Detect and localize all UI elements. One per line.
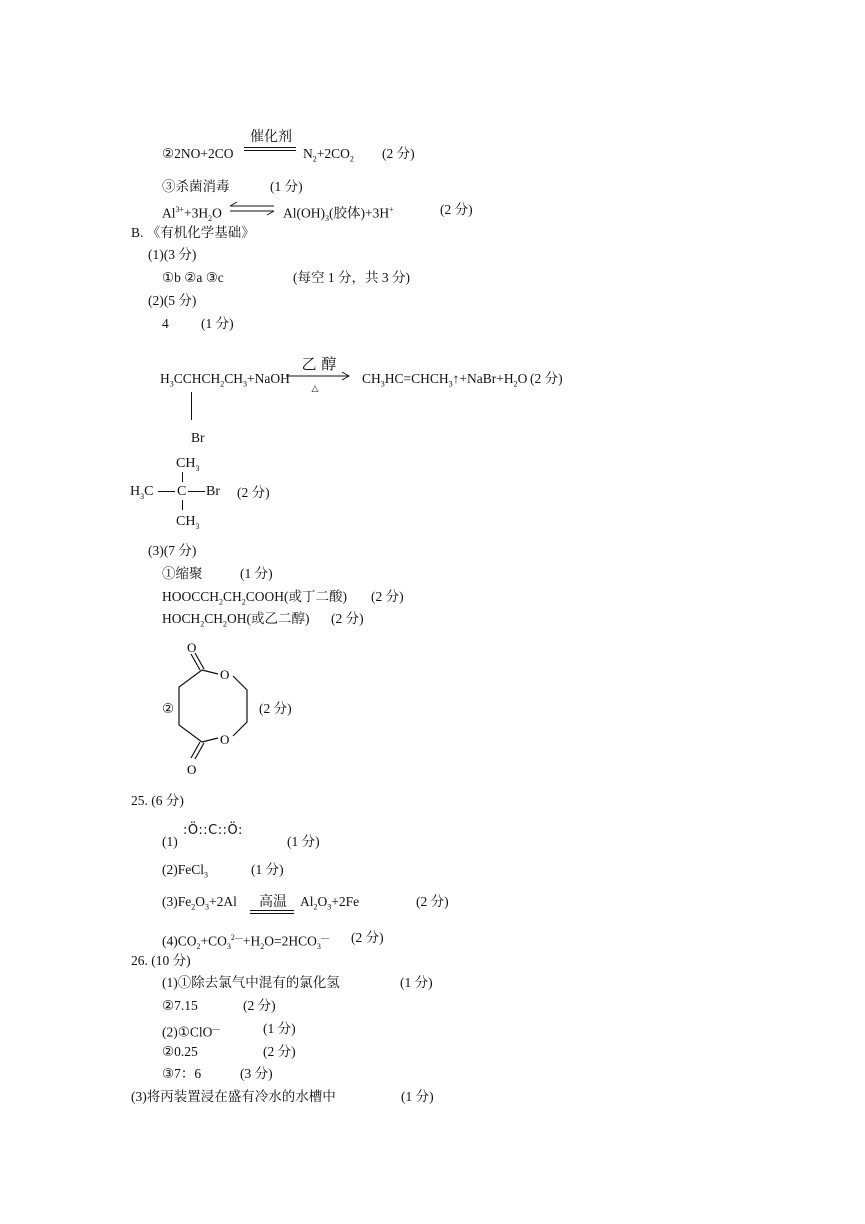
central-carbon: C: [177, 484, 187, 499]
thermite-products: $Al_2O_3+2Fe$: [300, 894, 360, 912]
reaction-bar: [244, 150, 296, 151]
carbonate-equation: $(4)CO_2+CO_3^{2—}+H_2O=2HCO_3^—$: [162, 933, 329, 952]
part3-heading: (3)(7 分): [148, 543, 197, 558]
q25-part1-label: (1): [162, 834, 178, 849]
oxygen-atom: O: [187, 762, 197, 777]
score: (1 分): [240, 566, 273, 581]
methyl-group: $CH_3$: [176, 456, 200, 473]
score: (2 分): [243, 998, 276, 1013]
score: (1 分): [263, 1021, 296, 1036]
q26-answer-5: ③7：6: [162, 1066, 202, 1081]
score: (2 分): [259, 701, 292, 716]
bond-line: [188, 491, 205, 492]
methyl-group: $CH_3$: [176, 514, 200, 531]
thermite-reactants: $(3)Fe_2O_3+2Al$: [162, 894, 237, 912]
score: (1 分): [401, 1089, 434, 1104]
part2-heading: (2)(5 分): [148, 293, 197, 308]
score: (2 分): [530, 371, 563, 386]
bond-line: [182, 500, 183, 510]
succinic-acid-formula: $HOOCCH_2CH_2COOH$(或丁二酸): [162, 589, 348, 607]
q26-answer-3: (2)①ClO—: [162, 1024, 221, 1040]
co2-electron-dot-formula: :Ö::C::Ö:: [183, 823, 243, 838]
reaction-bar: [250, 913, 294, 914]
part1-note: (每空 1 分，共 3 分): [293, 270, 410, 285]
catalyst-condition: 催化剂: [250, 129, 292, 145]
elimination-products: $CH_3HC=CHCH_3↑+NaBr+H_2O$: [362, 371, 528, 389]
part1-heading: (1)(3 分): [148, 247, 197, 262]
score: (2 分): [331, 611, 364, 626]
reaction-arrow-icon: [286, 372, 352, 380]
al-hydrolysis-products: $Al(OH)_3$(胶体)+3H+: [283, 205, 394, 224]
score: (1 分): [201, 316, 234, 331]
methyl-group: $H_3C$: [130, 484, 154, 501]
reaction-bar: [250, 910, 294, 911]
high-temp-condition: 高温: [259, 894, 287, 910]
part2-value: 4: [162, 316, 169, 331]
section-b-heading: B. 《有机化学基础》: [131, 225, 255, 240]
score: (2 分): [237, 485, 270, 500]
score: (2 分): [371, 589, 404, 604]
ethylene-glycol-formula: $HOCH_2CH_2OH$(或乙二醇): [162, 611, 310, 629]
score: (1 分): [270, 179, 303, 194]
score: (1 分): [287, 834, 320, 849]
part1-answers: ①b ②a ③c: [162, 270, 224, 285]
oxygen-atom: O: [220, 732, 230, 747]
al-hydrolysis-reactants: $Al^{3+}+3H_2O$: [162, 205, 222, 224]
bond-line: [158, 491, 175, 492]
fecl3-answer: (2)FeCl$_3$: [162, 862, 208, 880]
q26-answer-2: ②7.15: [162, 998, 198, 1013]
sterilize-answer: ③杀菌消毒: [162, 179, 230, 194]
score: (2 分): [416, 894, 449, 909]
reaction-bar: [244, 147, 296, 148]
heat-symbol: △: [311, 383, 319, 393]
bond-line: [182, 472, 183, 482]
no-reaction-reactants: ②2NO+2CO: [162, 146, 234, 161]
score: (2 分): [382, 146, 415, 161]
q26-answer-4: ②0.25: [162, 1044, 198, 1059]
score: (2 分): [263, 1044, 296, 1059]
polycondensation-answer: ①缩聚: [162, 566, 203, 581]
bromine-substituent: Br: [191, 430, 205, 445]
ring-label: ②: [162, 701, 175, 716]
score: (1 分): [400, 975, 433, 990]
no-reaction-products: $N_2+2CO_2$: [303, 146, 354, 164]
q26-heading: 26. (10 分): [131, 953, 191, 968]
score: (2 分): [351, 930, 384, 945]
cyclic-ester-diagram: [175, 636, 265, 781]
oxygen-atom: O: [187, 640, 197, 655]
score: (1 分): [251, 862, 284, 877]
oxygen-atom: O: [220, 667, 230, 682]
bond-line: [191, 392, 192, 420]
elimination-reactants: $H_3CCHCH_2CH_3+NaOH$: [160, 371, 290, 389]
reversible-arrow-icon: [228, 202, 276, 216]
q26-answer-6: (3)将丙装置浸在盛有冷水的水槽中: [131, 1089, 336, 1104]
ethanol-condition: 乙 醇: [301, 355, 337, 373]
score: (2 分): [440, 202, 473, 217]
q25-heading: 25. (6 分): [131, 793, 184, 808]
score: (3 分): [240, 1066, 273, 1081]
bromine-atom: Br: [206, 484, 220, 499]
q26-answer-1: (1)①除去氯气中混有的氯化氢: [162, 975, 340, 990]
